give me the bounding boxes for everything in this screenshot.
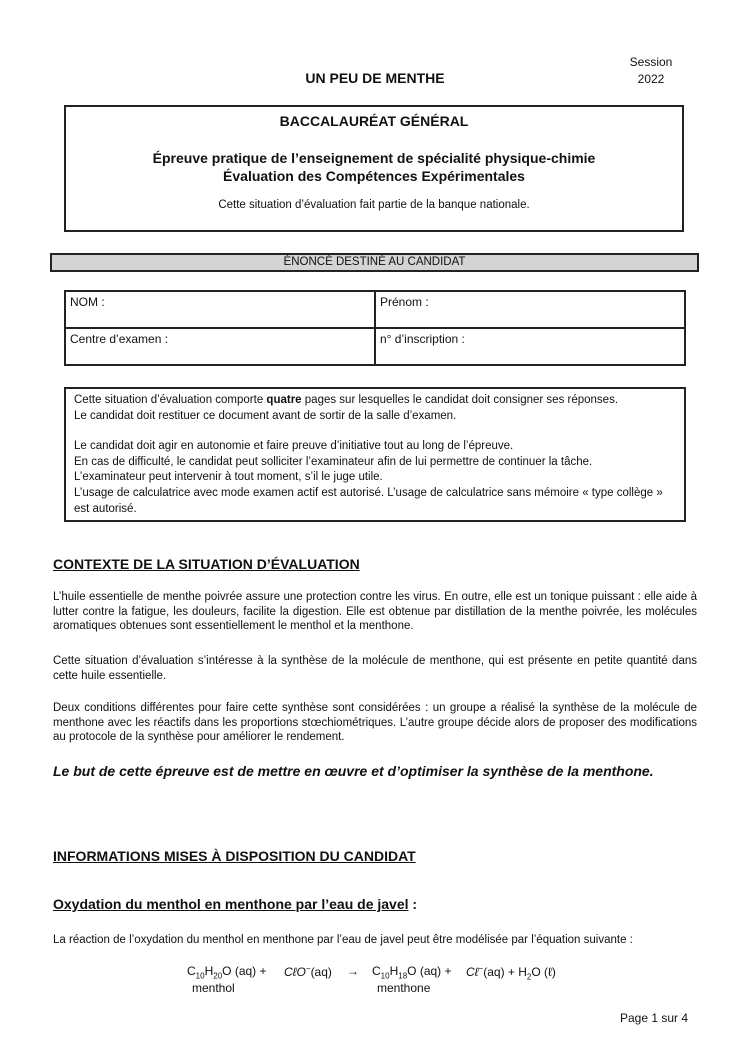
pages-count: quatre: [266, 394, 302, 406]
instruction-line: En cas de difficulté, le candidat peut solliciter l’examinateur afin de lui permettre de continuer la tâche.: [74, 455, 593, 468]
instruction-line: Cette situation d’évaluation comporte quatre pages sur lesquelles le candidat doit consigner ses réponses.: [74, 394, 619, 406]
instruction-line: L’usage de calculatrice avec mode examen actif est autorisé. L’usage de calculatrice sans mémoire « type collège » est autorisé.: [74, 486, 663, 515]
reaction-intro: La réaction de l’oxydation du menthol en menthone par l’eau de javel peut être modélisée par l’équation suivante :: [53, 934, 633, 946]
reaction-arrow: →: [347, 964, 359, 978]
instructions-box: [64, 387, 686, 522]
session-label: Session: [629, 55, 673, 69]
info-heading: INFORMATIONS MISES À DISPOSITION DU CANDIDAT: [53, 848, 416, 864]
product-menthone-formula: $C_{10}H_{18}O$ (aq) +: [372, 964, 452, 981]
page-title: UN PEU DE MENTHE: [305, 70, 445, 86]
inscription-field[interactable]: n° d’inscription :: [375, 328, 685, 365]
menthone-label: menthone: [377, 981, 431, 995]
exam-bank-note: Cette situation d’évaluation fait partie de la banque nationale.: [218, 199, 530, 211]
candidate-banner: ÉNONCÉ DESTINÉ AU CANDIDAT: [50, 253, 699, 272]
context-paragraph-3: Deux conditions différentes pour faire cette synthèse sont considérées : un groupe a réalisé la synthèse de la molécule de menthone avec les réactifs dans les proportions stœchiométriques. L’autre groupe décide alors de proposer des modifications au protocole de la synthèse pour améliorer le rendement.: [53, 702, 697, 743]
instruction-line: Le candidat doit restituer ce document avant de sortir de la salle d’examen.: [74, 409, 457, 422]
nom-field[interactable]: NOM :: [65, 291, 375, 328]
session-year: 2022: [637, 72, 665, 86]
context-paragraph-2: Cette situation d’évaluation s’intéresse à la synthèse de la molécule de menthone, qui est présente en petite quantité dans cette huile essentielle.: [53, 655, 697, 682]
exam-subtitle-line2: Évaluation des Compétences Expérimentales: [223, 168, 525, 184]
exam-subtitle: [66, 149, 682, 185]
product-chloride-formula: Cℓ−(aq) + $H_2O$ (ℓ): [466, 964, 556, 982]
menthol-label: menthol: [192, 981, 235, 995]
context-paragraph-1: L’huile essentielle de menthe poivrée assure une protection contre les virus. En outre, elle est un tonique puissant : elle aide à lutter contre la fatigue, les douleurs, facilite la digestion. Elle est obtenue par distillation de la menthe poivrée, les molécules aromatiques obtenues sont essentiellement le menthol et la menthone.: [53, 591, 697, 632]
exam-type: BACCALAURÉAT GÉNÉRAL: [279, 113, 469, 129]
reactant-menthol-formula: $C_{10}H_{20}O$ (aq) +: [187, 964, 267, 981]
instruction-line: L’examinateur peut intervenir à tout moment, s’il le juge utile.: [74, 471, 383, 484]
oxidation-subheading: Oxydation du menthol en menthone par l’eau de javel :: [53, 896, 418, 912]
candidate-id-table: [64, 290, 686, 366]
evaluation-goal: Le but de cette épreuve est de mettre en œuvre et d’optimiser la synthèse de la menthone.: [53, 763, 654, 779]
context-heading: CONTEXTE DE LA SITUATION D’ÉVALUATION: [53, 556, 360, 572]
exam-header-box: [64, 105, 684, 232]
centre-field[interactable]: Centre d’examen :: [65, 328, 375, 365]
exam-subtitle-line1: Épreuve pratique de l’enseignement de spécialité physique-chimie: [152, 150, 596, 166]
instruction-line: Le candidat doit agir en autonomie et faire preuve d’initiative tout au long de l’épreuve.: [74, 440, 514, 453]
page-number: Page 1 sur 4: [620, 1011, 689, 1025]
reactant-hypochlorite-formula: CℓO−(aq): [284, 964, 332, 979]
prenom-field[interactable]: Prénom :: [375, 291, 685, 328]
